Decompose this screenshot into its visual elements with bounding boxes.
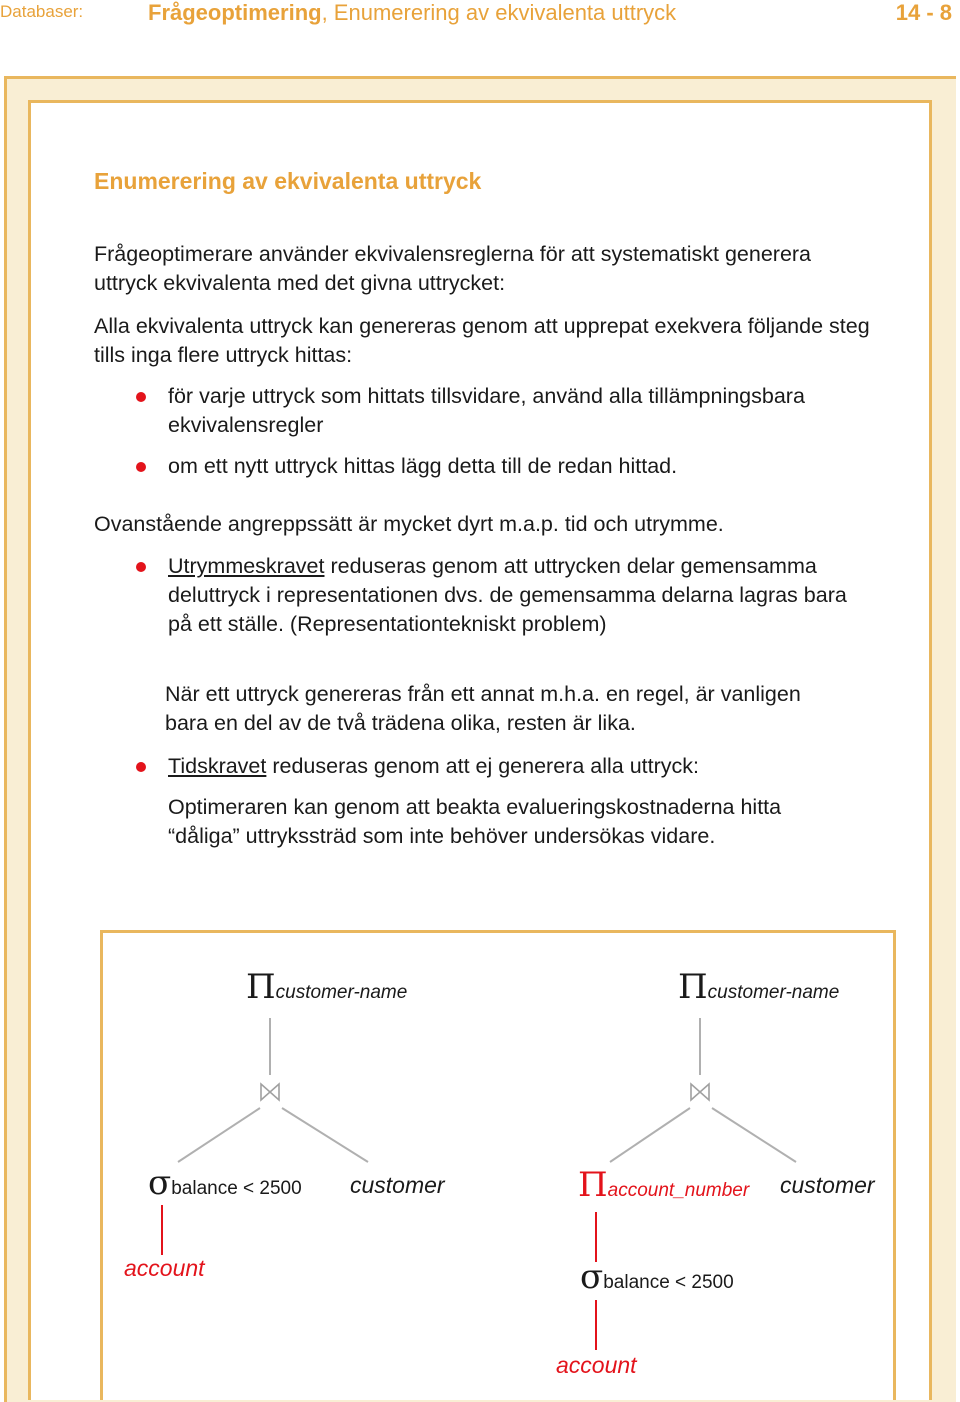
relation-customer-right: customer <box>780 1172 875 1198</box>
edge-join-projection-right <box>610 1108 690 1162</box>
relation-account-right: account <box>556 1352 637 1378</box>
join-icon <box>689 1082 711 1102</box>
projection-symbol: Π <box>678 967 708 1007</box>
inner-projection-attribute: account_number <box>607 1180 750 1201</box>
header-title-rest: , Enumerering av ekvivalenta uttryck <box>321 0 677 25</box>
relation-customer-left: customer <box>350 1172 445 1198</box>
projection-symbol: Π <box>246 967 276 1007</box>
inner-projection-symbol: Π <box>578 1165 608 1205</box>
join-icon <box>259 1082 281 1102</box>
page-number: 14 - 8 <box>895 0 952 25</box>
step-item: om ett nytt uttryck hittas lägg detta till de redan hittad. <box>168 454 678 478</box>
cost-paragraph: Ovanstående angreppssätt är mycket dyrt m.a.p. tid och utrymme. <box>94 512 724 536</box>
selection-node-left <box>148 1163 302 1203</box>
intro-paragraph: Frågeoptimerare använder ekvivalensreglerna för att systematiskt generera uttryck ekvivalenta med det givna uttrycket: <box>94 242 812 295</box>
edge-join-customer-left <box>282 1108 368 1162</box>
projection-node-right <box>678 967 840 1007</box>
header-title-bold: Frågeoptimering <box>148 0 322 25</box>
edge-join-selection-left <box>178 1108 260 1162</box>
time-requirement-text: reduseras genom att ej generera alla uttryck: <box>266 754 699 778</box>
space-requirement-term: Utrymmeskravet <box>168 554 325 578</box>
selection-node-right <box>580 1257 734 1297</box>
steps-intro-paragraph: Alla ekvivalenta uttryck kan genereras genom att upprepat exekvera följande steg tills inga flere uttryck hittas: <box>94 314 870 367</box>
space-requirement-note: När ett uttryck genereras från ett annat m.h.a. en regel, är vanligen bara en del av de två trädena olika, resten är lika. <box>165 682 801 735</box>
projection-node-left <box>246 967 408 1007</box>
selection-condition: balance < 2500 <box>603 1272 734 1293</box>
slide-title: Enumerering av ekvivalenta uttryck <box>94 168 482 194</box>
step-item: för varje uttryck som hittats tillsvidare, använd alla tillämpningsbara ekvivalensregler <box>168 384 805 437</box>
time-requirement-term: Tidskravet <box>168 754 267 778</box>
projection-attribute: customer-name <box>707 982 840 1003</box>
selection-symbol: σ <box>148 1163 172 1203</box>
selection-symbol: σ <box>580 1257 604 1297</box>
selection-condition: balance < 2500 <box>171 1178 302 1199</box>
relation-account-left: account <box>124 1255 205 1281</box>
space-requirement-text: reduseras genom att uttrycken delar gemensamma deluttryck i representationen dvs. de gemensamma delarna lagras bara på ett ställe. (Representationtekniskt problem) <box>168 554 847 636</box>
inner-projection-node-right <box>578 1165 750 1205</box>
projection-attribute: customer-name <box>275 982 408 1003</box>
edge-join-customer-right <box>712 1108 796 1162</box>
time-requirement-note: Optimeraren kan genom att beakta evalueringskostnaderna hitta “dåliga” uttrykssträd som inte behöver undersökas vidare. <box>168 795 782 848</box>
course-label: Databaser: <box>0 2 84 21</box>
